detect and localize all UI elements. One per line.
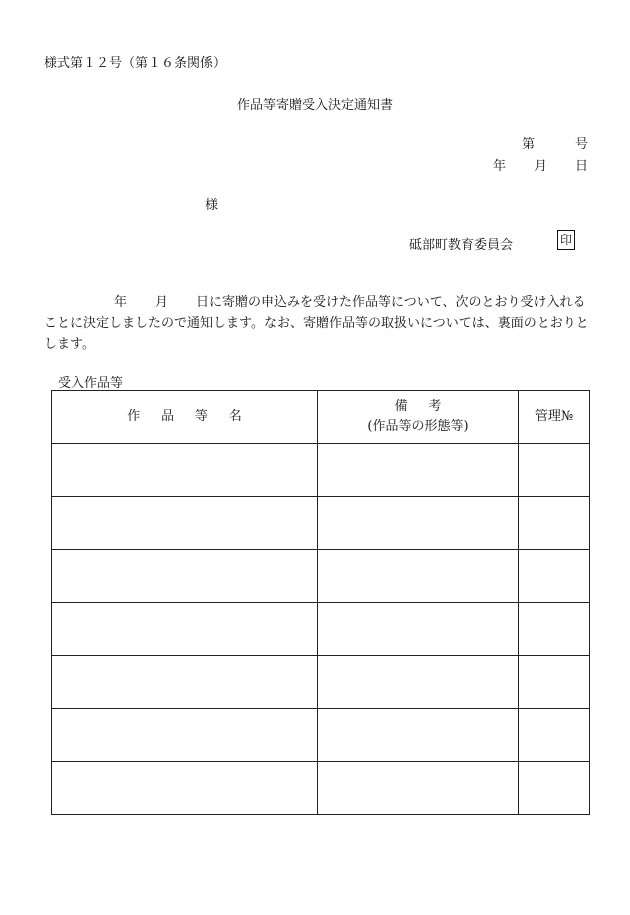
cell-item-name[interactable] <box>52 550 318 603</box>
table-header-row <box>52 391 590 444</box>
cell-remarks[interactable] <box>318 497 519 550</box>
cell-item-name[interactable] <box>52 444 318 497</box>
cell-item-name[interactable] <box>52 656 318 709</box>
date-day: 日 <box>574 159 588 174</box>
cell-management-number[interactable] <box>519 550 590 603</box>
cell-management-number[interactable] <box>519 709 590 762</box>
cell-management-number[interactable] <box>519 762 590 815</box>
cell-management-number[interactable] <box>519 603 590 656</box>
table-row <box>52 762 590 815</box>
body-text: 日に寄贈の申込みを受けた作品等について、次のとおり受け入れることに決定しましたので通知します。なお、寄贈作品等の取扱いについては、裏面のとおりとします。 <box>44 295 589 352</box>
header-management-number: 管理№ <box>519 391 590 444</box>
date-year: 年 <box>492 159 506 174</box>
table-body <box>52 444 590 815</box>
table-row <box>52 656 590 709</box>
addressee: 様 <box>205 198 219 213</box>
table-row <box>52 497 590 550</box>
received-items-table <box>51 390 590 815</box>
cell-remarks[interactable] <box>318 709 519 762</box>
header-remarks-subtitle: (作品等の形態等) <box>367 419 469 434</box>
document-title: 作品等寄贈受入決定通知書 <box>236 98 393 113</box>
date-month: 月 <box>533 159 547 174</box>
table-row <box>52 709 590 762</box>
issue-date-line <box>493 155 588 174</box>
header-item-name: 作品等名 <box>52 391 318 444</box>
cell-remarks[interactable] <box>318 603 519 656</box>
cell-remarks[interactable] <box>318 762 519 815</box>
cell-remarks[interactable] <box>318 550 519 603</box>
cell-item-name[interactable] <box>52 497 318 550</box>
body-paragraph <box>44 292 590 355</box>
table-caption: 受入作品等 <box>58 376 124 391</box>
cell-item-name[interactable] <box>52 709 318 762</box>
body-month: 月 <box>155 295 169 310</box>
body-year: 年 <box>114 295 128 310</box>
cell-remarks[interactable] <box>318 444 519 497</box>
form-number: 様式第１２号（第１６条関係） <box>44 56 227 71</box>
table-row <box>52 603 590 656</box>
header-remarks-title: 備考 <box>394 399 463 414</box>
seal-stamp: 印 <box>557 230 575 250</box>
issuer-name: 砥部町教育委員会 <box>409 238 514 253</box>
number-suffix: 号 <box>574 137 588 152</box>
number-prefix: 第 <box>521 137 535 152</box>
table-row <box>52 444 590 497</box>
cell-item-name[interactable] <box>52 762 318 815</box>
document-number-line <box>522 133 588 152</box>
cell-management-number[interactable] <box>519 656 590 709</box>
cell-management-number[interactable] <box>519 497 590 550</box>
cell-remarks[interactable] <box>318 656 519 709</box>
table-row <box>52 550 590 603</box>
cell-item-name[interactable] <box>52 603 318 656</box>
cell-management-number[interactable] <box>519 444 590 497</box>
header-remarks <box>318 391 519 444</box>
